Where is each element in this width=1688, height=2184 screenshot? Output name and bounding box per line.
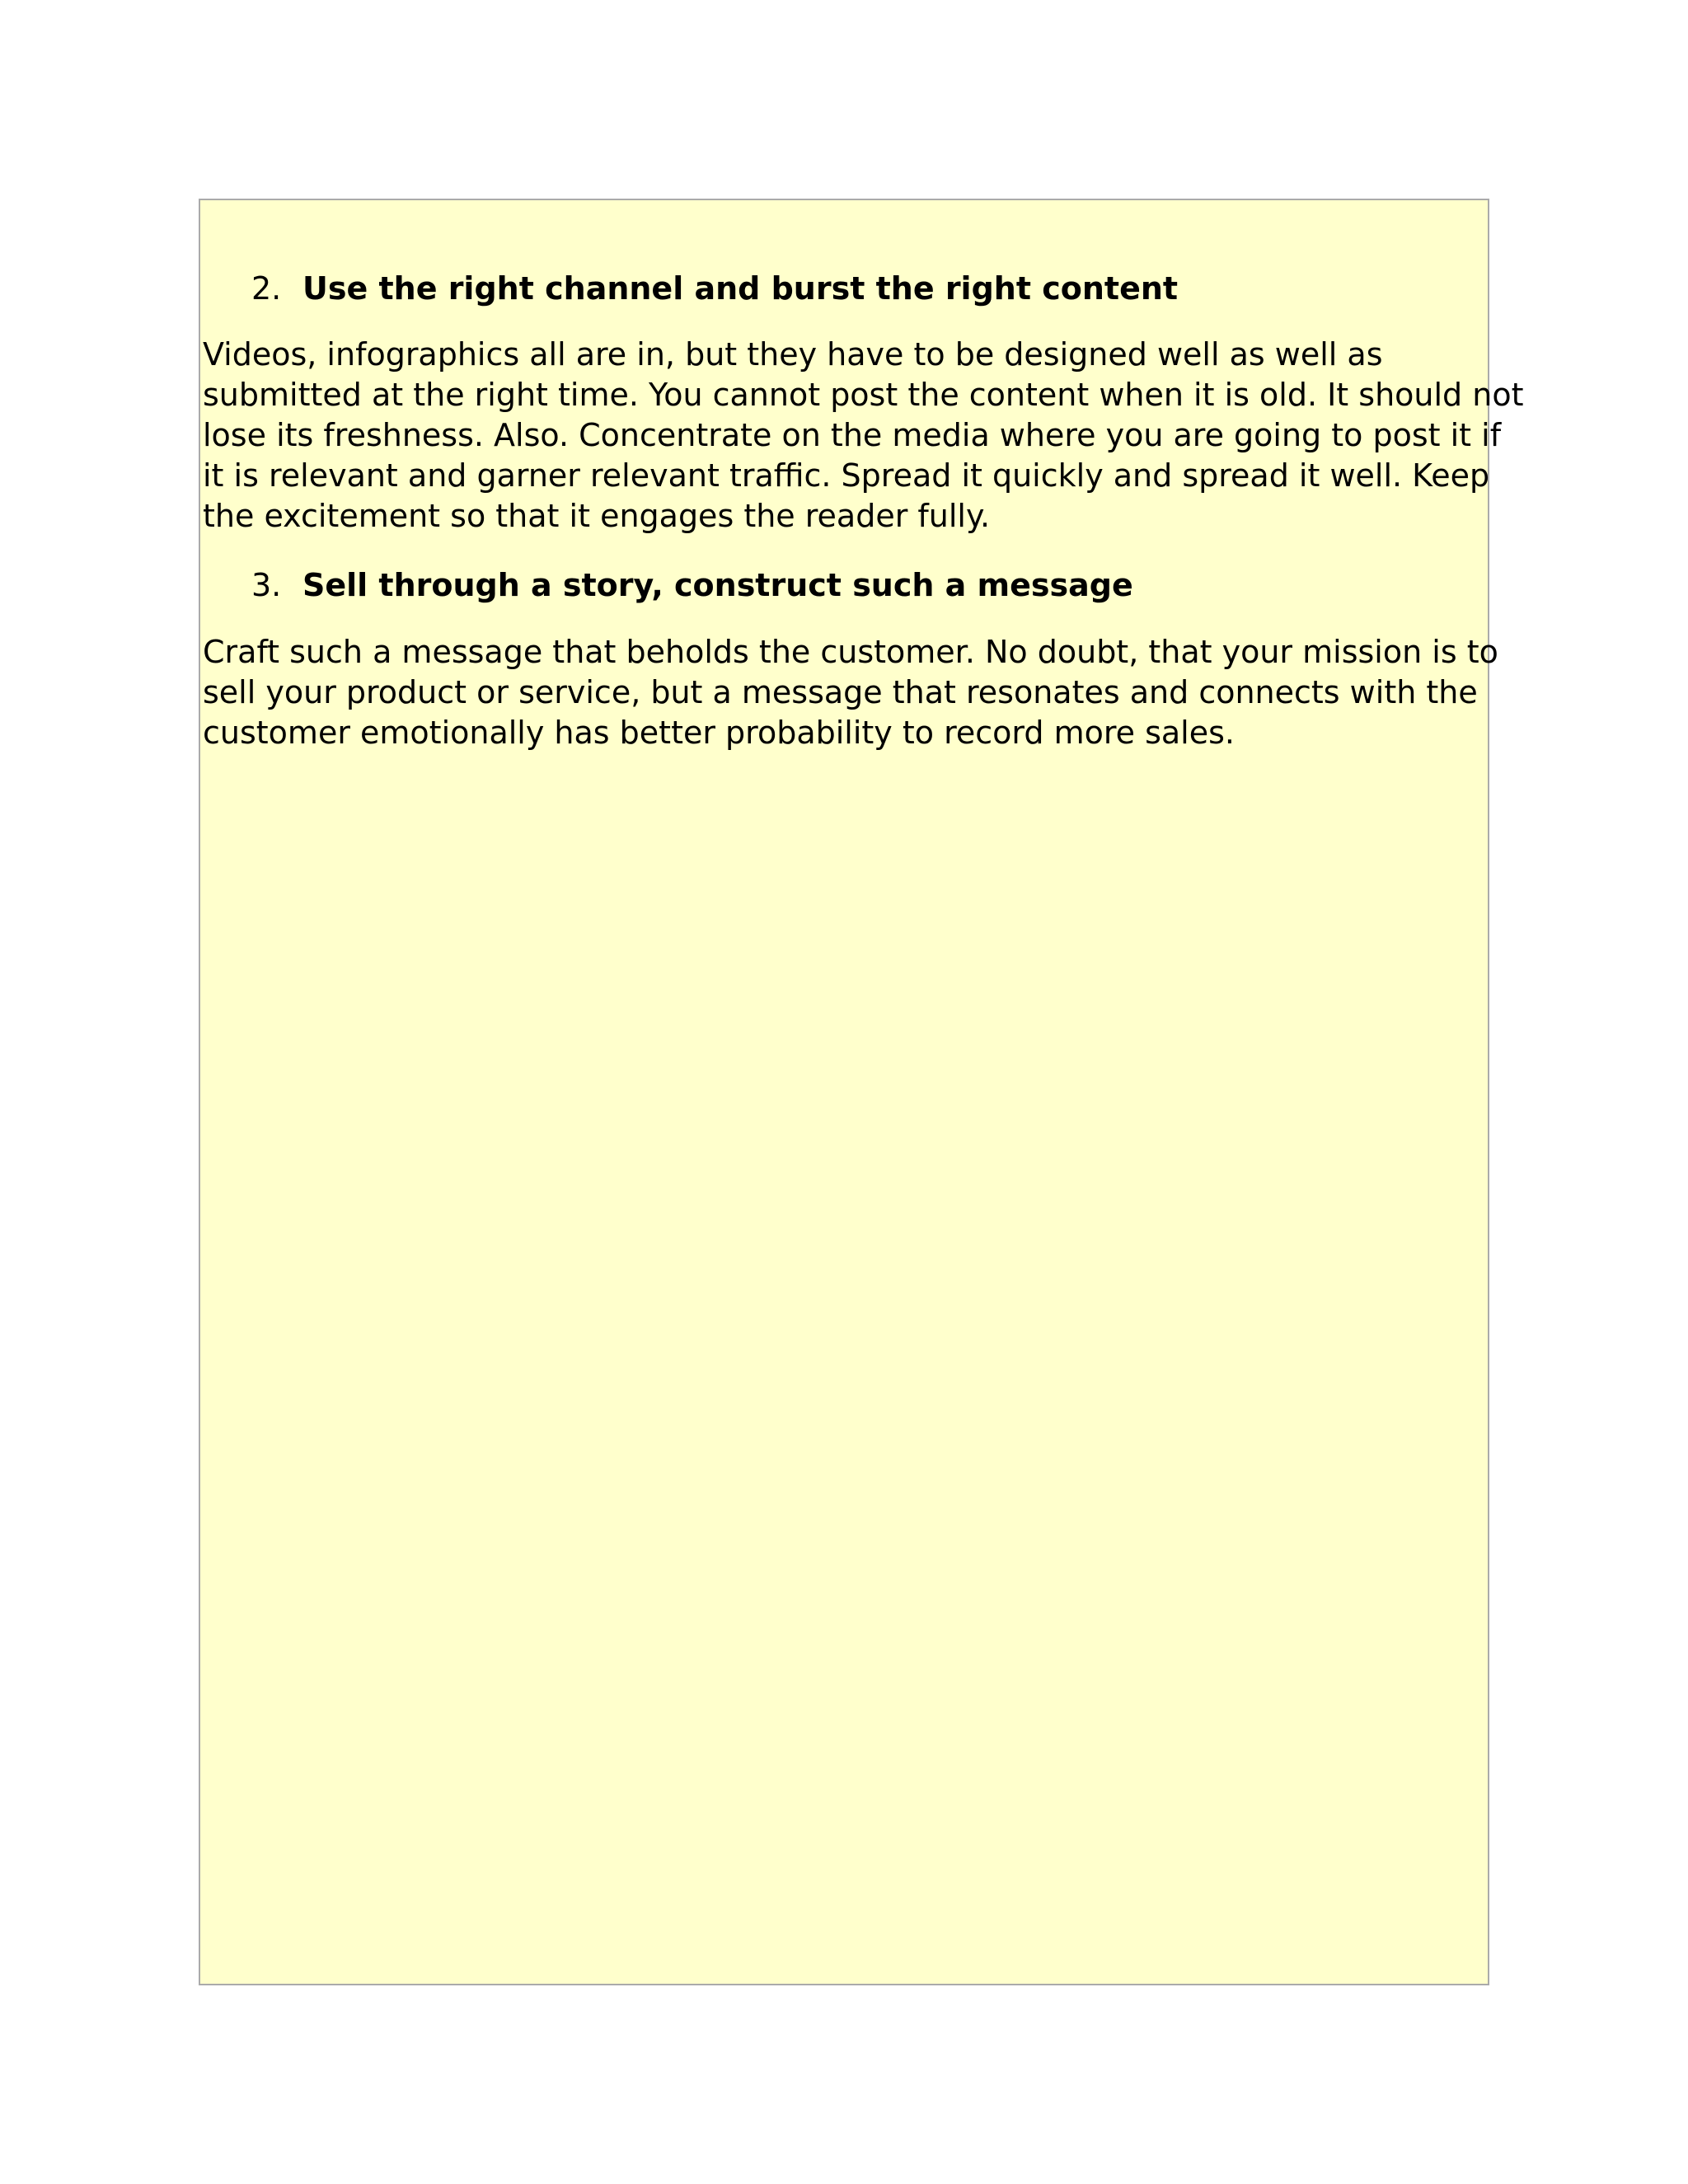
heading-text: Sell through a story, construct such a message — [302, 567, 1133, 603]
list-number: 3. — [251, 567, 282, 603]
paragraph-line: Videos, infographics all are in, but they have to be designed well as well as — [203, 336, 1383, 373]
paragraph-line: lose its freshness. Also. Concentrate on the media where you are going to post it if — [203, 417, 1502, 453]
heading-text: Use the right channel and burst the right content — [302, 270, 1179, 307]
paragraph-line: Craft such a message that beholds the customer. No doubt, that your mission is to — [203, 634, 1498, 670]
section-heading-3 — [251, 565, 1133, 605]
paragraph-line: submitted at the right time. You cannot post the content when it is old. It should not — [203, 377, 1524, 413]
paragraph-line: sell your product or service, but a message that resonates and connects with the — [203, 674, 1478, 710]
section-paragraph-3 — [203, 632, 1498, 753]
list-number: 2. — [251, 270, 282, 307]
section-heading-2 — [251, 269, 1178, 308]
paragraph-line: it is relevant and garner relevant traffic. Spread it quickly and spread it well. Keep — [203, 457, 1490, 494]
paragraph-line: customer emotionally has better probability to record more sales. — [203, 715, 1235, 751]
section-paragraph-2 — [203, 335, 1524, 537]
paragraph-line: the excitement so that it engages the reader fully. — [203, 498, 991, 534]
